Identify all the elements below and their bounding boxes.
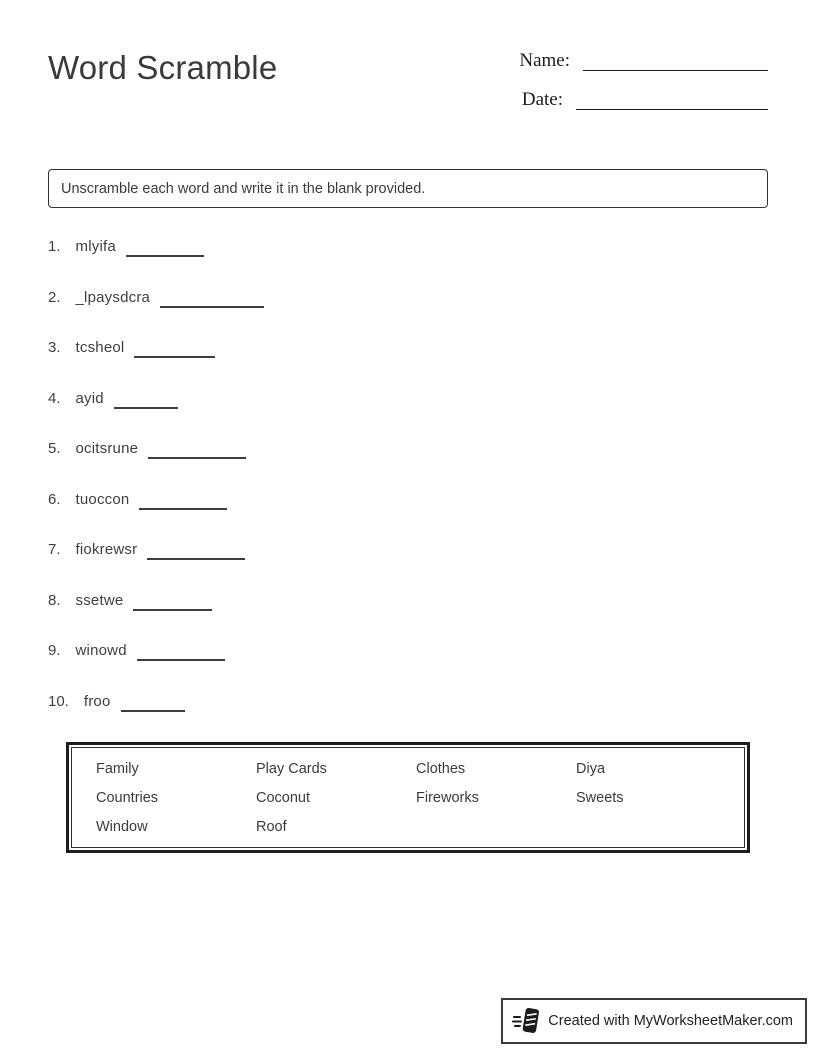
date-row <box>519 89 768 111</box>
question-row <box>48 439 768 460</box>
name-date-block <box>519 48 768 128</box>
word-bank-item: Sweets <box>576 790 624 806</box>
word-bank-item: Play Cards <box>256 761 327 777</box>
question-row <box>48 237 768 258</box>
word-bank-grid <box>96 760 744 837</box>
scrambled-word: _lpaysdcra <box>75 288 151 306</box>
question-number: 2. <box>48 288 61 306</box>
word-bank-item: Window <box>96 819 148 835</box>
name-blank-line <box>583 57 768 71</box>
word-bank-item: Countries <box>96 790 159 806</box>
word-bank-inner-border <box>71 747 745 848</box>
answer-blank-line <box>121 698 185 712</box>
page-title: Word Scramble <box>48 49 278 86</box>
instructions-box <box>48 169 768 208</box>
question-row <box>48 288 768 309</box>
question-number: 4. <box>48 389 61 407</box>
question-number: 9. <box>48 642 61 659</box>
name-label: Name: <box>519 50 570 71</box>
scrambled-word: ocitsrune <box>75 440 139 457</box>
question-row <box>48 540 768 561</box>
scrambled-word: ayid <box>75 389 104 407</box>
date-label: Date: <box>521 89 563 110</box>
question-number: 6. <box>48 490 61 508</box>
answer-blank-line <box>126 243 204 257</box>
word-bank-item: Coconut <box>256 790 311 806</box>
date-blank-line <box>576 96 768 110</box>
scrambled-word: tcsheol <box>75 339 125 356</box>
instructions-text: Unscramble each word and write it in the blank provided. <box>61 181 426 197</box>
scrambled-word: froo <box>83 692 111 710</box>
question-number: 3. <box>48 339 61 356</box>
scrambled-word: winowd <box>75 642 127 659</box>
question-row <box>48 641 768 662</box>
word-bank-item: Roof <box>256 819 287 835</box>
question-number: 7. <box>48 541 61 558</box>
question-row <box>48 692 768 713</box>
question-row <box>48 591 768 612</box>
question-list <box>48 237 768 713</box>
answer-blank-line <box>160 294 264 308</box>
word-bank-item: Family <box>96 761 139 777</box>
scrambled-word: mlyifa <box>75 238 116 255</box>
answer-blank-line <box>139 496 227 510</box>
scrambled-word: tuoccon <box>75 490 130 508</box>
question-number: 1. <box>48 238 61 255</box>
question-row <box>48 490 768 511</box>
answer-blank-line <box>147 546 245 560</box>
scrambled-word: ssetwe <box>75 591 124 609</box>
word-bank <box>66 742 750 853</box>
answer-blank-line <box>148 445 246 459</box>
answer-blank-line <box>114 395 178 409</box>
word-bank-item: Diya <box>576 761 606 777</box>
word-bank-item: Fireworks <box>416 790 479 806</box>
answer-blank-line <box>133 597 212 611</box>
scrambled-word: fiokrewsr <box>75 541 138 558</box>
question-number: 10. <box>48 692 69 710</box>
word-bank-item: Clothes <box>416 761 466 777</box>
flying-worksheet-icon <box>512 1006 541 1036</box>
header <box>48 48 768 128</box>
question-row <box>48 389 768 410</box>
question-number: 5. <box>48 440 61 457</box>
question-number: 8. <box>48 591 61 609</box>
answer-blank-line <box>134 344 215 358</box>
name-row <box>519 50 768 72</box>
footer-credit-link[interactable] <box>501 998 807 1044</box>
question-row <box>48 338 768 359</box>
footer-credit-text: Created with MyWorksheetMaker.com <box>548 1013 793 1029</box>
answer-blank-line <box>137 647 225 661</box>
